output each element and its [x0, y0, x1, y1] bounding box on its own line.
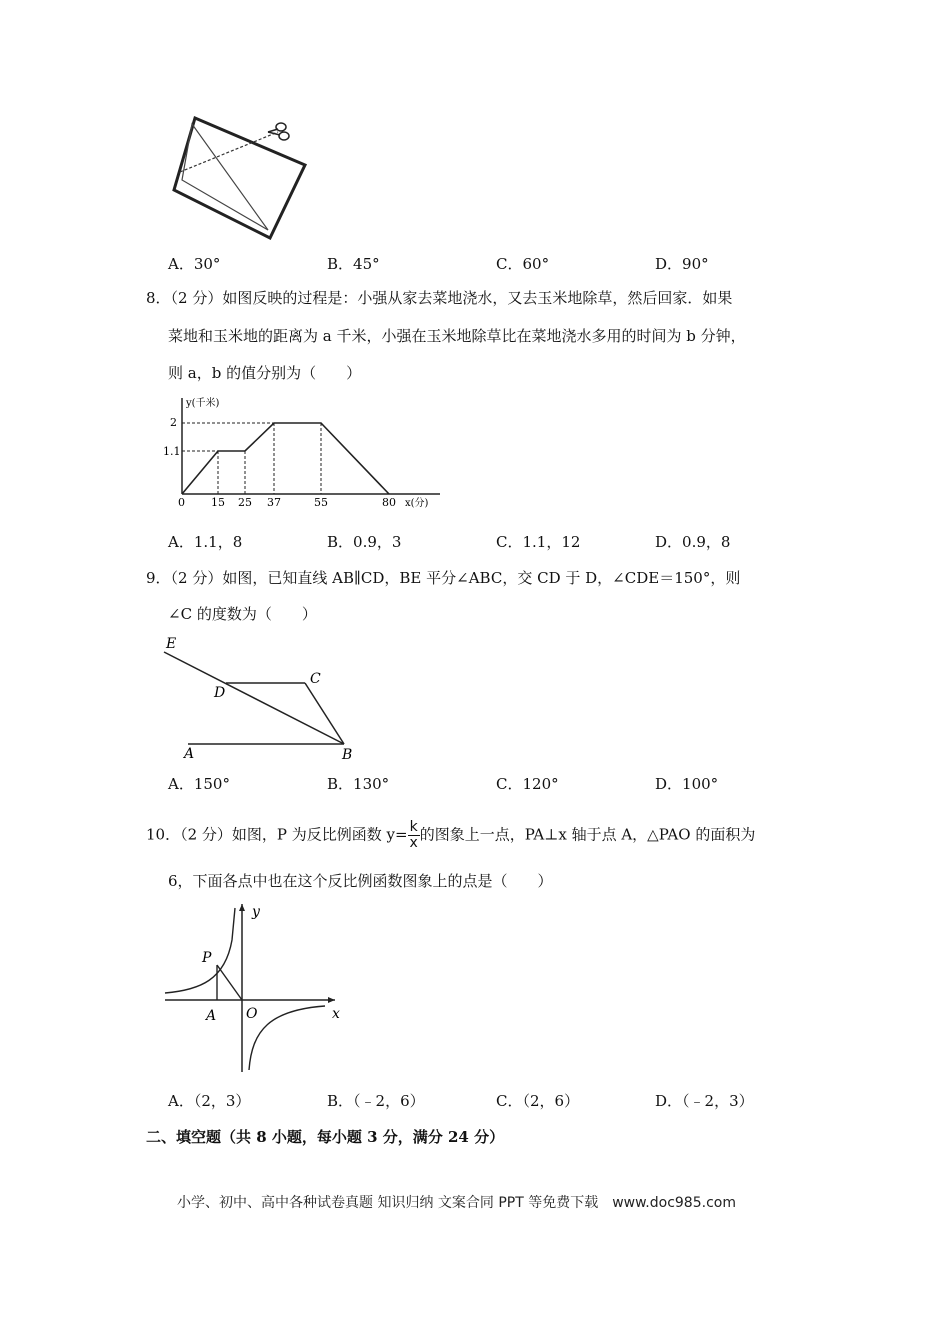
q9-option-d[interactable]: D．100° [655, 775, 719, 793]
q10-label-x: x [332, 1006, 340, 1022]
q8-option-d[interactable]: D．0.9，8 [655, 533, 731, 551]
q8-xtick-80: 80 [382, 496, 396, 509]
q9-label-a: A [184, 746, 195, 762]
q10-option-b[interactable]: B．（﹣2，6） [327, 1092, 425, 1110]
q8-x-axis-label: x(分) [405, 498, 429, 509]
q8-ytick-2: 2 [170, 416, 177, 429]
q10-stem-post: 的图象上一点，PA⊥x 轴于点 A，△PAO 的面积为 [419, 825, 756, 844]
q9-label-b: B [342, 747, 353, 763]
q8-option-b[interactable]: B．0.9，3 [327, 533, 402, 551]
q10-label-p: P [202, 950, 212, 966]
q10-frac-num: k [409, 819, 418, 835]
q10-label-a: A [206, 1008, 217, 1024]
page-footer: 小学、初中、高中各种试卷真题 知识归纳 文案合同 PPT 等免费下载 www.doc985.com [177, 1195, 736, 1211]
q10-label-o: O [246, 1006, 258, 1022]
q8-option-c[interactable]: C．1.1，12 [496, 533, 581, 551]
q8-xtick-25: 25 [238, 496, 252, 509]
q8-stem-line-2: 菜地和玉米地的距离为 a 千米，小强在玉米地除草比在菜地浇水多用的时间为 b 分钟， [168, 327, 746, 345]
q8-xtick-0: 0 [178, 496, 185, 509]
q8-xtick-37: 37 [267, 496, 281, 509]
q8-option-a[interactable]: A．1.1，8 [168, 533, 243, 551]
q7-option-b[interactable]: B．45° [327, 255, 380, 273]
q8-stem-line-1: 8．（2 分）如图反映的过程是：小强从家去菜地浇水，又去玉米地除草，然后回家．如果 [146, 289, 733, 307]
q9-label-e: E [166, 636, 177, 652]
q8-stem-line-3: 则 a，b 的值分别为（ ） [168, 364, 362, 382]
q10-stem-pre: 10．（2 分）如图，P 为反比例函数 y= [146, 825, 408, 844]
q8-xtick-15: 15 [211, 496, 225, 509]
section-2-heading: 二、填空题（共 8 小题，每小题 3 分，满分 24 分） [146, 1128, 505, 1146]
q10-option-d[interactable]: D．（﹣2，3） [655, 1092, 754, 1110]
q8-y-axis-label: y(千米) [186, 398, 220, 409]
q10-option-c[interactable]: C．（2，6） [496, 1092, 580, 1110]
q8-distance-time-graph [160, 392, 450, 517]
q10-option-a[interactable]: A．（2，3） [168, 1092, 251, 1110]
q8-ytick-1.1: 1.1 [163, 445, 181, 458]
q10-inverse-function-graph [160, 900, 350, 1075]
q7-paper-figure [160, 110, 310, 240]
q10-stem-line-2: 6，下面各点中也在这个反比例函数图象上的点是（ ） [168, 872, 553, 890]
q9-stem-line-2: ∠C 的度数为（ ） [168, 605, 317, 623]
q9-label-c: C [310, 671, 321, 687]
q9-label-d: D [214, 685, 226, 701]
q9-parallel-lines-figure [160, 630, 360, 765]
q7-option-d[interactable]: D．90° [655, 255, 709, 273]
q8-xtick-55: 55 [314, 496, 328, 509]
q10-fraction [408, 820, 420, 851]
q9-option-a[interactable]: A．150° [168, 775, 230, 793]
q9-stem-line-1: 9．（2 分）如图，已知直线 AB∥CD，BE 平分∠ABC，交 CD 于 D，∠CDE＝150°，则 [146, 569, 741, 587]
q10-frac-den: x [409, 835, 418, 851]
q7-option-c[interactable]: C．60° [496, 255, 550, 273]
q7-option-a[interactable]: A．30° [168, 255, 221, 273]
q9-option-c[interactable]: C．120° [496, 775, 559, 793]
q9-option-b[interactable]: B．130° [327, 775, 390, 793]
q10-stem-line-1 [146, 820, 755, 851]
scissors-icon [268, 123, 289, 140]
q8-path-line [182, 423, 389, 494]
q10-label-y: y [252, 904, 260, 920]
